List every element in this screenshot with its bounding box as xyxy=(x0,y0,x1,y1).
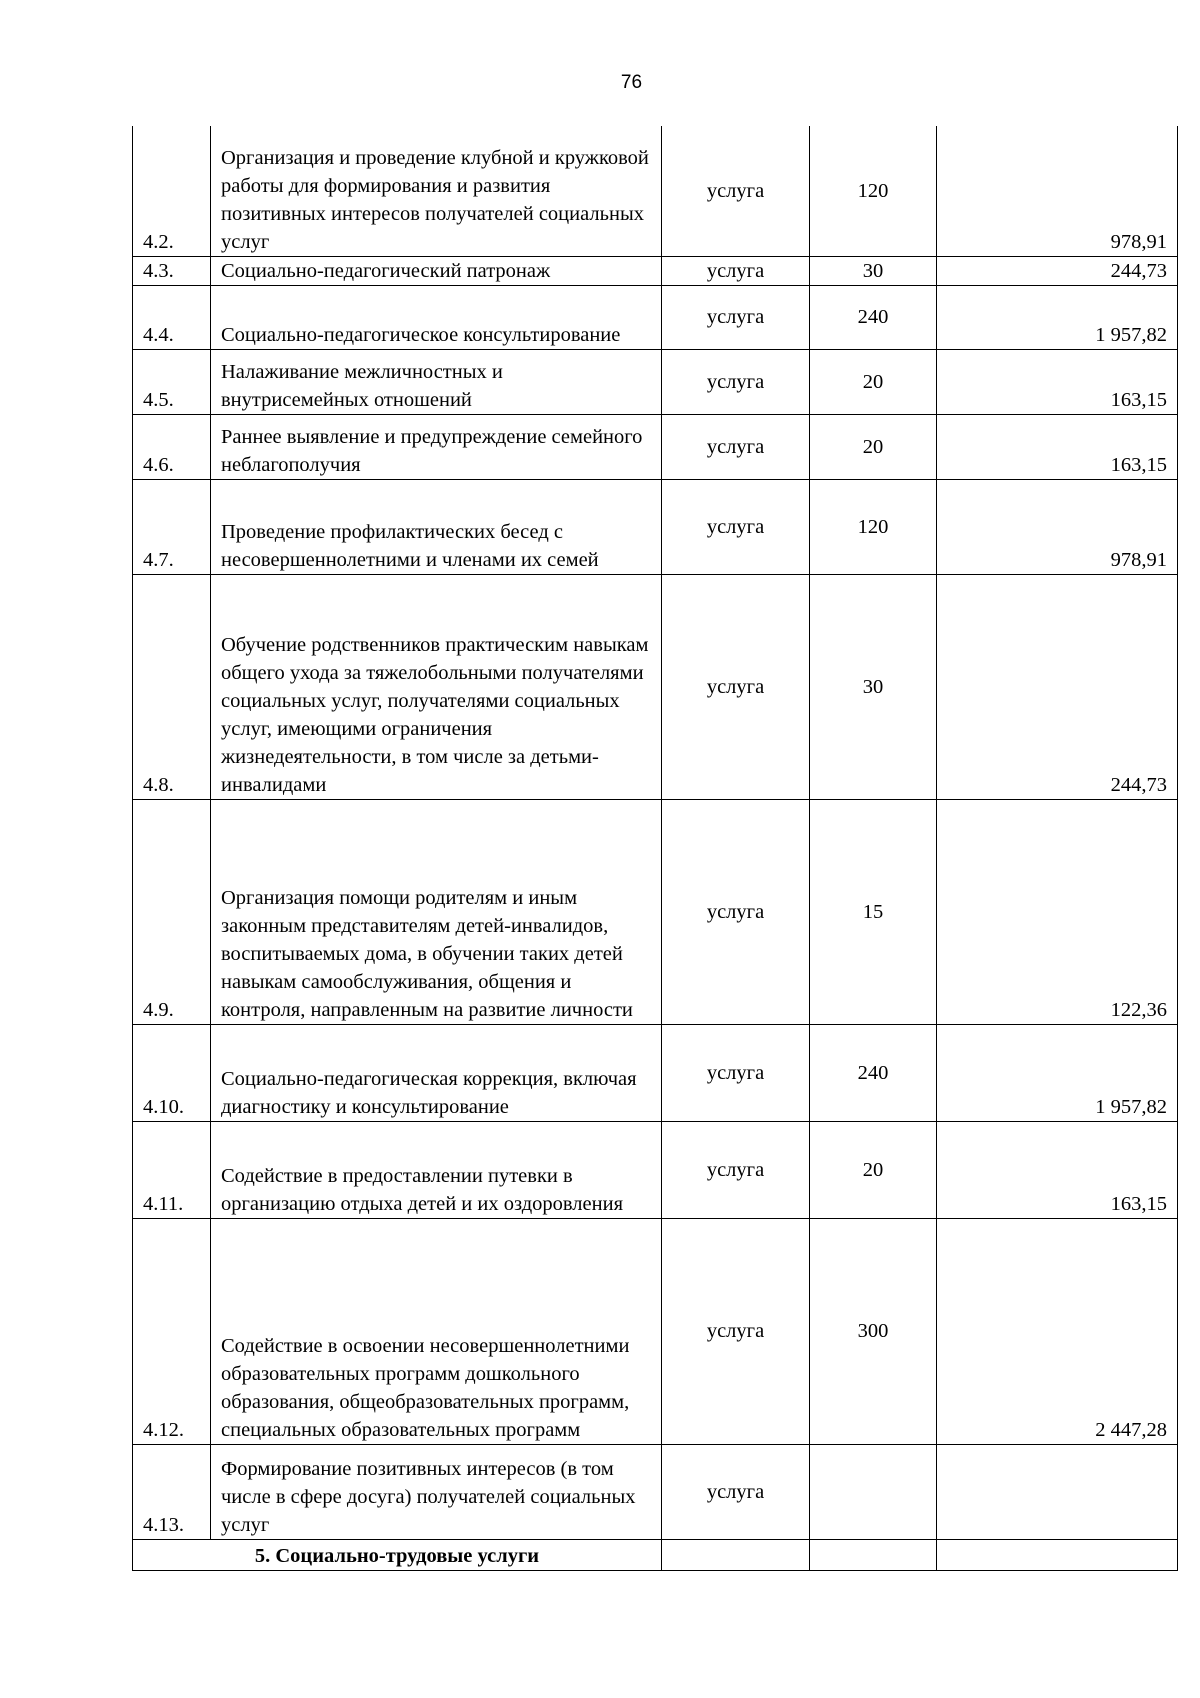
price-cell: 244,73 xyxy=(937,256,1178,285)
row-number: 4.11. xyxy=(133,1121,211,1218)
row-number: 4.12. xyxy=(133,1218,211,1444)
table-row xyxy=(133,1444,1178,1539)
table-row xyxy=(133,479,1178,574)
service-name: Социально-педагогический патронаж xyxy=(211,256,662,285)
quantity-cell: 300 xyxy=(810,1218,937,1444)
service-name: Налаживание межличностных и внутрисемейных отношений xyxy=(211,349,662,414)
service-name: Формирование позитивных интересов (в том числе в сфере досуга) получателей социальных услуг xyxy=(211,1444,662,1539)
price-cell: 978,91 xyxy=(937,126,1178,256)
services-table xyxy=(132,126,1178,1571)
unit-cell: услуга xyxy=(662,1444,810,1539)
price-cell: 122,36 xyxy=(937,799,1178,1024)
quantity-cell: 30 xyxy=(810,574,937,799)
section-title: 5. Социально-трудовые услуги xyxy=(133,1539,662,1570)
table-row xyxy=(133,1024,1178,1121)
table-row xyxy=(133,126,1178,256)
service-name: Раннее выявление и предупреждение семейного неблагополучия xyxy=(211,414,662,479)
table-row xyxy=(133,574,1178,799)
unit-cell: услуга xyxy=(662,799,810,1024)
quantity-cell: 30 xyxy=(810,256,937,285)
row-number: 4.7. xyxy=(133,479,211,574)
table-row xyxy=(133,1121,1178,1218)
unit-cell: услуга xyxy=(662,574,810,799)
row-number: 4.5. xyxy=(133,349,211,414)
row-number: 4.10. xyxy=(133,1024,211,1121)
quantity-cell: 120 xyxy=(810,479,937,574)
quantity-cell: 15 xyxy=(810,799,937,1024)
row-number: 4.3. xyxy=(133,256,211,285)
row-number: 4.2. xyxy=(133,126,211,256)
unit-cell: услуга xyxy=(662,1121,810,1218)
service-name: Социально-педагогическое консультирование xyxy=(211,285,662,349)
section-row xyxy=(133,1539,1178,1570)
service-name: Организация помощи родителям и иным законным представителям детей-инвалидов, воспитываемых дома, в обучении таких детей навыкам самообслуживания, общения и контроля, направленным на развитие личности xyxy=(211,799,662,1024)
unit-cell: услуга xyxy=(662,414,810,479)
price-cell: 163,15 xyxy=(937,1121,1178,1218)
row-number: 4.6. xyxy=(133,414,211,479)
quantity-cell: 20 xyxy=(810,349,937,414)
unit-cell: услуга xyxy=(662,1218,810,1444)
price-cell: 163,15 xyxy=(937,349,1178,414)
table-row xyxy=(133,799,1178,1024)
page-number: 76 xyxy=(620,72,643,93)
quantity-cell: 120 xyxy=(810,126,937,256)
row-number: 4.9. xyxy=(133,799,211,1024)
service-name: Социально-педагогическая коррекция, включая диагностику и консультирование xyxy=(211,1024,662,1121)
unit-cell: услуга xyxy=(662,349,810,414)
empty-cell xyxy=(937,1539,1178,1570)
price-cell: 1 957,82 xyxy=(937,1024,1178,1121)
unit-cell: услуга xyxy=(662,126,810,256)
table-row xyxy=(133,256,1178,285)
price-cell: 163,15 xyxy=(937,414,1178,479)
quantity-cell: 20 xyxy=(810,414,937,479)
quantity-cell: 240 xyxy=(810,1024,937,1121)
price-cell: 244,73 xyxy=(937,574,1178,799)
unit-cell: услуга xyxy=(662,479,810,574)
table-row xyxy=(133,1218,1178,1444)
table-row xyxy=(133,349,1178,414)
row-number: 4.4. xyxy=(133,285,211,349)
service-name: Содействие в освоении несовершеннолетними образовательных программ дошкольного образования, общеобразовательных программ, специальных образовательных программ xyxy=(211,1218,662,1444)
empty-cell xyxy=(810,1539,937,1570)
unit-cell: услуга xyxy=(662,256,810,285)
table-row xyxy=(133,285,1178,349)
table-row xyxy=(133,414,1178,479)
row-number: 4.13. xyxy=(133,1444,211,1539)
service-name: Обучение родственников практическим навыкам общего ухода за тяжелобольными получателями социальных услуг, получателями социальных услуг, имеющими ограничения жизнедеятельности, в том числе за детьми-инвалидами xyxy=(211,574,662,799)
unit-cell: услуга xyxy=(662,1024,810,1121)
row-number: 4.8. xyxy=(133,574,211,799)
price-cell: 2 447,28 xyxy=(937,1218,1178,1444)
service-name: Содействие в предоставлении путевки в организацию отдыха детей и их оздоровления xyxy=(211,1121,662,1218)
price-cell xyxy=(937,1444,1178,1539)
price-cell: 1 957,82 xyxy=(937,285,1178,349)
price-cell: 978,91 xyxy=(937,479,1178,574)
service-name: Проведение профилактических бесед с несовершеннолетними и членами их семей xyxy=(211,479,662,574)
service-name: Организация и проведение клубной и кружковой работы для формирования и развития позитивных интересов получателей социальных услуг xyxy=(211,126,662,256)
quantity-cell: 240 xyxy=(810,285,937,349)
quantity-cell: 20 xyxy=(810,1121,937,1218)
quantity-cell xyxy=(810,1444,937,1539)
empty-cell xyxy=(662,1539,810,1570)
unit-cell: услуга xyxy=(662,285,810,349)
